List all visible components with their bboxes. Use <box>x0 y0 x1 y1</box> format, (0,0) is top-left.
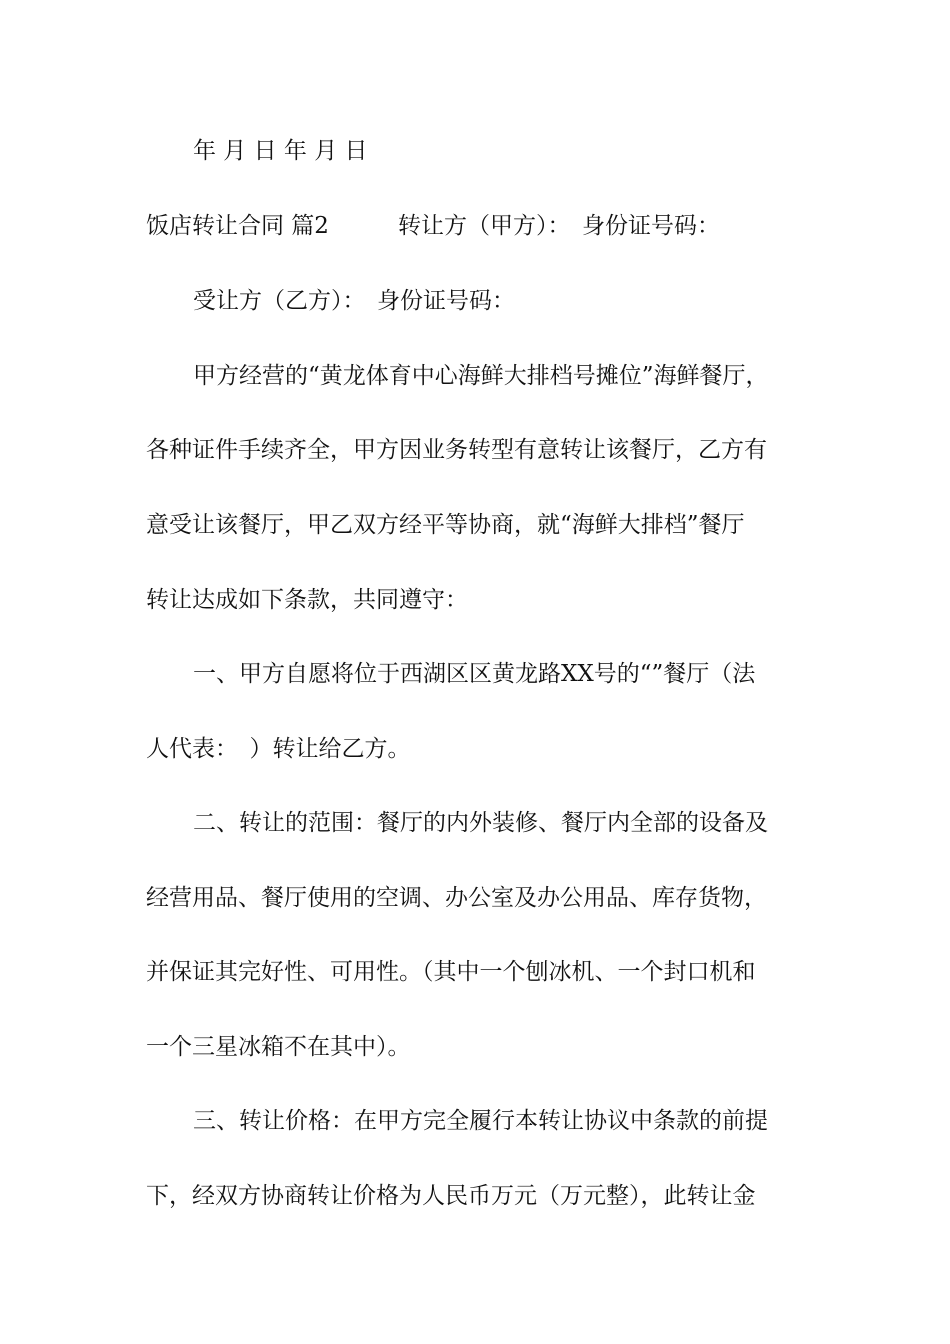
paragraph-line: 各种证件手续齐全，甲方因业务转型有意转让该餐厅，乙方有 <box>146 437 767 463</box>
clause-2-line: 经营用品、餐厅使用的空调、办公室及办公用品、库存货物， <box>146 885 767 911</box>
transferee-line: 受让方（乙方）： 身份证号码： <box>193 288 515 314</box>
clause-3-line: 下，经双方协商转让价格为人民币万元（万元整），此转让金 <box>146 1183 756 1209</box>
clause-2-line: 二、转让的范围：餐厅的内外装修、餐厅内全部的设备及 <box>193 810 768 836</box>
clause-2-line: 并保证其完好性、可用性。（其中一个刨冰机、一个封口机和 <box>146 959 756 985</box>
paragraph-line: 意受让该餐厅，甲乙双方经平等协商，就“海鲜大排档”餐厅 <box>146 512 745 538</box>
paragraph-line: 转让达成如下条款，共同遵守： <box>146 587 468 613</box>
clause-2-line: 一个三星冰箱不在其中）。 <box>146 1034 411 1060</box>
clause-1-line: 人代表： ）转让给乙方。 <box>146 736 411 762</box>
contract-title-line: 饭店转让合同 篇2 转让方（甲方）： 身份证号码： <box>146 213 720 239</box>
clause-1-line: 一、甲方自愿将位于西湖区区黄龙路XX号的“”餐厅（法 <box>193 661 756 687</box>
paragraph-line: 甲方经营的“黄龙体育中心海鲜大排档号摊位”海鲜餐厅， <box>193 363 769 389</box>
clause-3-line: 三、转让价格：在甲方完全履行本转让协议中条款的前提 <box>193 1108 768 1134</box>
date-line: 年 月 日 年 月 日 <box>193 138 368 164</box>
